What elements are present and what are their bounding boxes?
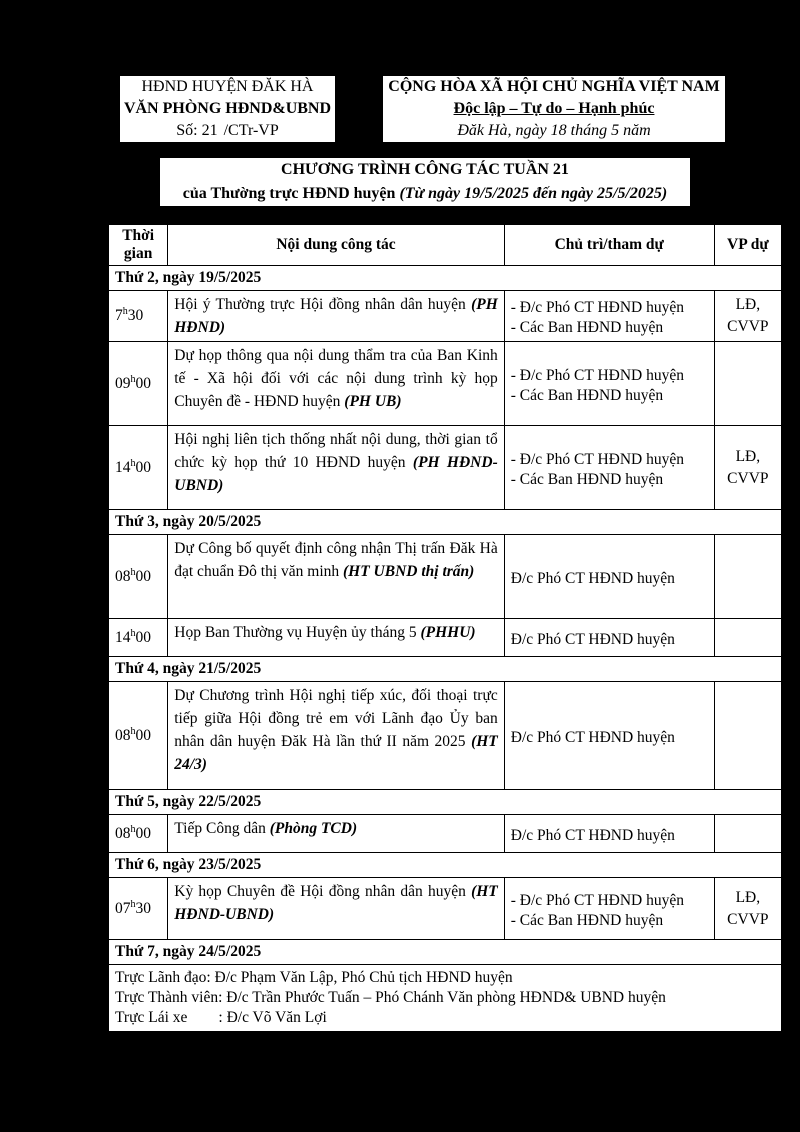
nation-name: CỘNG HÒA XÃ HỘI CHỦ NGHĨA VIỆT NAM	[388, 78, 720, 95]
content-cell	[168, 815, 505, 853]
host-unit: (HT 24/3)	[174, 733, 498, 773]
time-minute: 00	[135, 568, 151, 586]
time-hour: 14	[115, 629, 131, 647]
time-h-mark: h	[130, 373, 136, 385]
duty-line: Trực Thành viên: Đ/c Trần Phước Tuấn – Phó Chánh Văn phòng HĐND& UBND huyện	[115, 989, 666, 1006]
day-label: Thứ 3, ngày 20/5/2025	[109, 510, 782, 535]
header-time: Thời gian	[109, 225, 168, 266]
content-text: Hội nghị liên tịch thống nhất nội dung, thời gian tổ chức kỳ họp thứ 10 HĐND huyện	[174, 431, 498, 471]
vp-cell	[714, 815, 781, 853]
chair-line: - Đ/c Phó CT HĐND huyện	[510, 450, 684, 468]
chair-line: - Đ/c Phó CT HĐND huyện	[510, 891, 684, 909]
content-cell	[168, 682, 505, 790]
table-header-row	[109, 225, 782, 266]
time-minute: 00	[135, 375, 151, 393]
vp-cell	[714, 291, 781, 342]
document-title	[160, 158, 690, 206]
issuer-block	[120, 76, 335, 142]
chair-line: - Các Ban HĐND huyện	[510, 386, 664, 404]
table-row	[109, 342, 782, 426]
table-row	[109, 291, 782, 342]
day-label: Thứ 2, ngày 19/5/2025	[109, 266, 782, 291]
chair-cell	[504, 682, 714, 790]
host-unit: (PHHU)	[420, 624, 476, 641]
time-hour: 14	[115, 459, 131, 477]
document-number	[120, 120, 335, 142]
content-text: Họp Ban Thường vụ Huyện ủy tháng 5	[174, 624, 421, 641]
duty-row	[109, 965, 782, 1032]
chair-line: Đ/c Phó CT HĐND huyện	[510, 569, 675, 587]
schedule-table	[108, 224, 782, 1032]
chair-line: Đ/c Phó CT HĐND huyện	[510, 728, 675, 746]
host-unit: (HT HĐND-UBND)	[174, 883, 498, 923]
chair-line: - Các Ban HĐND huyện	[510, 911, 664, 929]
time-h-mark: h	[130, 823, 136, 835]
time-hour: 07	[115, 900, 131, 918]
place-date: Đăk Hà, ngày 18 tháng 5 năm	[457, 122, 651, 139]
chair-cell	[504, 342, 714, 426]
content-cell	[168, 426, 505, 510]
time-minute: 30	[127, 307, 144, 325]
chair-line: Đ/c Phó CT HĐND huyện	[510, 826, 675, 844]
table-row	[109, 535, 782, 619]
chair-line: - Các Ban HĐND huyện	[510, 319, 664, 336]
title-prefix: của Thường trực HĐND huyện	[182, 185, 400, 202]
host-unit: (Phòng TCD)	[269, 820, 358, 837]
schedule-body	[109, 266, 782, 1032]
vp-line: LĐ,	[735, 296, 761, 313]
title-line-1: CHƯƠNG TRÌNH CÔNG TÁC TUẦN 21	[281, 161, 569, 178]
number-code: /CTr-VP	[223, 122, 279, 139]
table-row	[109, 815, 782, 853]
time-minute: 00	[135, 459, 151, 477]
content-text: Dự Chương trình Hội nghị tiếp xúc, đối thoại trực tiếp giữa Hội đồng trẻ em với Lãnh đạo Ủy ban nhân dân huyện Đăk Hà lần thứ II năm 2025	[174, 687, 498, 750]
table-row	[109, 682, 782, 790]
header-chair: Chủ trì/tham dự	[504, 225, 714, 266]
chair-cell	[504, 535, 714, 619]
day-label: Thứ 5, ngày 22/5/2025	[109, 790, 782, 815]
time-hour: 09	[115, 375, 131, 393]
chair-line: Đ/c Phó CT HĐND huyện	[510, 630, 675, 648]
vp-cell	[714, 535, 781, 619]
day-row	[109, 940, 782, 965]
chair-cell	[504, 878, 714, 940]
vp-cell	[714, 682, 781, 790]
day-label: Thứ 7, ngày 24/5/2025	[109, 940, 782, 965]
time-cell	[109, 878, 168, 940]
chair-line: - Đ/c Phó CT HĐND huyện	[510, 366, 684, 384]
vp-line: CVVP	[727, 469, 769, 487]
chair-cell	[504, 619, 714, 657]
chair-line: - Đ/c Phó CT HĐND huyện	[510, 299, 684, 316]
content-cell	[168, 342, 505, 426]
time-cell	[109, 619, 168, 657]
table-row	[109, 619, 782, 657]
time-hour: 08	[115, 825, 131, 843]
duty-cell	[109, 965, 782, 1032]
national-header	[383, 76, 725, 142]
time-hour: 08	[115, 568, 131, 586]
time-cell	[109, 342, 168, 426]
vp-cell	[714, 878, 781, 940]
time-cell	[109, 426, 168, 510]
chair-cell	[504, 291, 714, 342]
day-row	[109, 510, 782, 535]
time-h-mark: h	[130, 457, 136, 469]
time-cell	[109, 291, 168, 342]
time-minute: 00	[135, 825, 151, 843]
header-vp: VP dự	[714, 225, 781, 266]
content-text: Tiếp Công dân	[174, 820, 270, 837]
host-unit: (PH HĐND-UBND)	[174, 454, 498, 494]
header-content: Nội dung công tác	[168, 225, 505, 266]
time-minute: 00	[135, 727, 151, 745]
content-cell	[168, 291, 505, 342]
title-line-2	[160, 182, 690, 206]
number-label: Số: 21	[176, 122, 218, 139]
day-row	[109, 266, 782, 291]
chair-line: - Các Ban HĐND huyện	[510, 470, 664, 488]
vp-cell	[714, 342, 781, 426]
content-text: Hội ý Thường trực Hội đồng nhân dân huyện	[174, 296, 472, 313]
content-text: Dự họp thông qua nội dung thẩm tra của Ban Kinh tế - Xã hội đối với các nội dung trình kỳ họp Chuyên đề - HĐND huyện	[174, 347, 498, 410]
content-text: Kỳ họp Chuyên đề Hội đồng nhân dân huyện	[174, 883, 472, 900]
time-h-mark: h	[122, 306, 128, 318]
vp-line: CVVP	[727, 318, 769, 335]
time-cell	[109, 535, 168, 619]
duty-line: Trực Lãnh đạo: Đ/c Phạm Văn Lập, Phó Chủ tịch HĐND huyện	[115, 969, 513, 986]
time-hour: 7	[115, 307, 123, 325]
content-cell	[168, 619, 505, 657]
table-row	[109, 426, 782, 510]
day-label: Thứ 4, ngày 21/5/2025	[109, 657, 782, 682]
vp-line: CVVP	[727, 910, 769, 928]
content-text: Dự Công bố quyết định công nhận Thị trấn Đăk Hà đạt chuẩn Đô thị văn minh	[174, 540, 498, 580]
table-row	[109, 878, 782, 940]
day-row	[109, 853, 782, 878]
host-unit: (PH HĐND)	[174, 296, 498, 336]
host-unit: (HT UBND thị trấn)	[343, 563, 475, 580]
content-cell	[168, 535, 505, 619]
time-h-mark: h	[130, 725, 136, 737]
issuer-line-1: HĐND HUYỆN ĐĂK HÀ	[141, 78, 314, 95]
time-h-mark: h	[130, 566, 136, 578]
day-row	[109, 657, 782, 682]
chair-cell	[504, 426, 714, 510]
day-row	[109, 790, 782, 815]
title-date-range: (Từ ngày 19/5/2025 đến ngày 25/5/2025)	[399, 185, 668, 202]
time-cell	[109, 682, 168, 790]
duty-line: Trực Lái xe : Đ/c Võ Văn Lợi	[115, 1009, 327, 1026]
chair-cell	[504, 815, 714, 853]
vp-cell	[714, 426, 781, 510]
time-hour: 08	[115, 727, 131, 745]
time-h-mark: h	[130, 627, 136, 639]
content-cell	[168, 878, 505, 940]
vp-line: LĐ,	[735, 447, 761, 465]
vp-cell	[714, 619, 781, 657]
host-unit: (PH UB)	[344, 393, 402, 410]
day-label: Thứ 6, ngày 23/5/2025	[109, 853, 782, 878]
time-minute: 30	[135, 900, 151, 918]
time-cell	[109, 815, 168, 853]
vp-line: LĐ,	[735, 888, 761, 906]
motto: Độc lập – Tự do – Hạnh phúc	[453, 100, 655, 117]
time-minute: 00	[135, 629, 151, 647]
issuer-line-2: VĂN PHÒNG HĐND&UBND	[123, 100, 332, 117]
time-h-mark: h	[130, 898, 136, 910]
